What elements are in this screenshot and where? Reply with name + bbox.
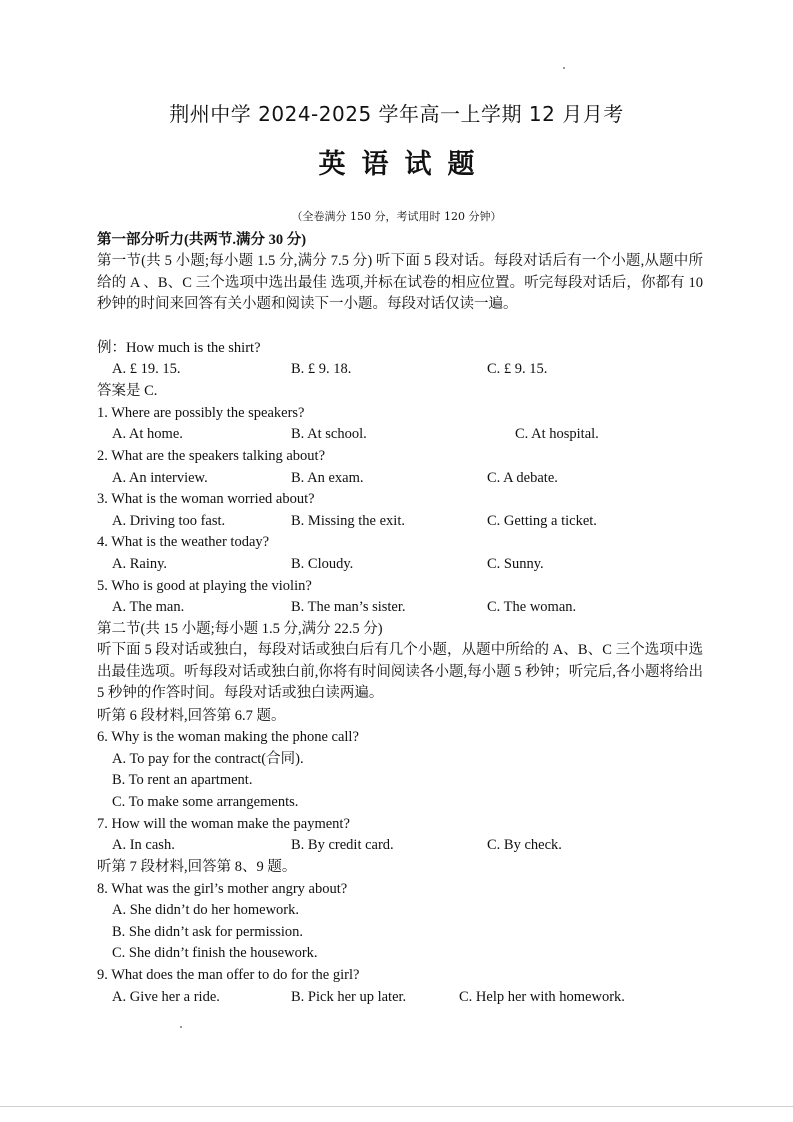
question-8: 8. What was the girl’s mother angry about? [97,881,348,897]
q9-option-a: A. Give her a ride. [112,989,220,1005]
q1-option-b: B. At school. [291,426,367,442]
question-5: 5. Who is good at playing the violin? [97,578,312,594]
q7-option-b: B. By credit card. [291,837,394,853]
question-9: 9. What does the man offer to do for the girl? [97,967,360,983]
scan-speck [180,1026,182,1028]
q4-option-b: B. Cloudy. [291,556,354,572]
q5-option-b: B. The man’s sister. [291,599,406,615]
material-7-label: 听第 7 段材料,回答第 8、9 题。 [97,859,297,875]
question-3: 3. What is the woman worried about? [97,491,315,507]
question-4: 4. What is the weather today? [97,534,270,550]
q4-option-c: C. Sunny. [487,556,544,572]
score-time-note: （全卷满分 150 分，考试用时 120 分钟） [291,210,502,223]
example-question: 例：How much is the shirt? [97,340,261,356]
q8-option-a: A. She didn’t do her homework. [112,902,299,918]
q2-option-c: C. A debate. [487,470,558,486]
page-bottom-rule [0,1106,793,1107]
section2-heading: 第二节(共 15 小题;每小题 1.5 分,满分 22.5 分) [97,621,383,637]
question-7: 7. How will the woman make the payment? [97,816,350,832]
q2-option-b: B. An exam. [291,470,364,486]
section1-instructions: 第一节(共 5 小题;每小题 1.5 分,满分 7.5 分) 听下面 5 段对话。每段对话后有一个小题,从题中所给的 A 、B、C 三个选项中选出最佳 选项,并标在试卷的相应位置。听完每段对话后，你都有 10 秒钟的时间来回答有关小题和阅读下一小题。每段对话仅读一遍。 [97,253,703,312]
q6-option-c: C. To make some arrangements. [112,794,299,810]
example-option-b: B. £ 9. 18. [291,361,352,377]
q2-option-a: A. An interview. [112,470,208,486]
question-6: 6. Why is the woman making the phone call? [97,729,359,745]
q4-option-a: A. Rainy. [112,556,168,572]
q3-option-a: A. Driving too fast. [112,513,226,529]
part1-heading: 第一部分听力(共两节.满分 30 分) [97,232,307,248]
q5-option-c: C. The woman. [487,599,577,615]
q5-option-a: A. The man. [112,599,185,615]
q7-option-c: C. By check. [487,837,562,853]
q8-option-b: B. She didn’t ask for permission. [112,924,304,940]
q6-option-b: B. To rent an apartment. [112,772,253,788]
subject-title: 英语试题 [318,149,491,180]
material-6-label: 听第 6 段材料,回答第 6.7 题。 [97,708,286,724]
q6-option-a: A. To pay for the contract(合同). [112,751,304,767]
scan-speck [563,67,565,69]
section2-instructions: 听下面 5 段对话或独白，每段对话或独白后有几个小题，从题中所给的 A、B、C 三个选项中选出最佳选项。听每段对话或独白前,你将有时间阅读各小题,每小题 5 秒钟；听完后,各小题将给出 5 秒钟的作答时间。每段对话或独白读两遍。 [97,642,703,701]
q7-option-a: A. In cash. [112,837,175,853]
question-2: 2. What are the speakers talking about? [97,448,326,464]
q9-option-b: B. Pick her up later. [291,989,407,1005]
example-option-c: C. £ 9. 15. [487,361,548,377]
q8-option-c: C. She didn’t finish the housework. [112,945,318,961]
question-1: 1. Where are possibly the speakers? [97,405,305,421]
exam-title: 荆州中学 2024-2025 学年高一上学期 12 月月考 [169,102,624,126]
q3-option-b: B. Missing the exit. [291,513,405,529]
example-answer: 答案是 C. [97,383,158,399]
q1-option-a: A. At home. [112,426,183,442]
q9-option-c: C. Help her with homework. [459,989,625,1005]
q1-option-c: C. At hospital. [515,426,599,442]
example-option-a: A. £ 19. 15. [112,361,181,377]
q3-option-c: C. Getting a ticket. [487,513,597,529]
